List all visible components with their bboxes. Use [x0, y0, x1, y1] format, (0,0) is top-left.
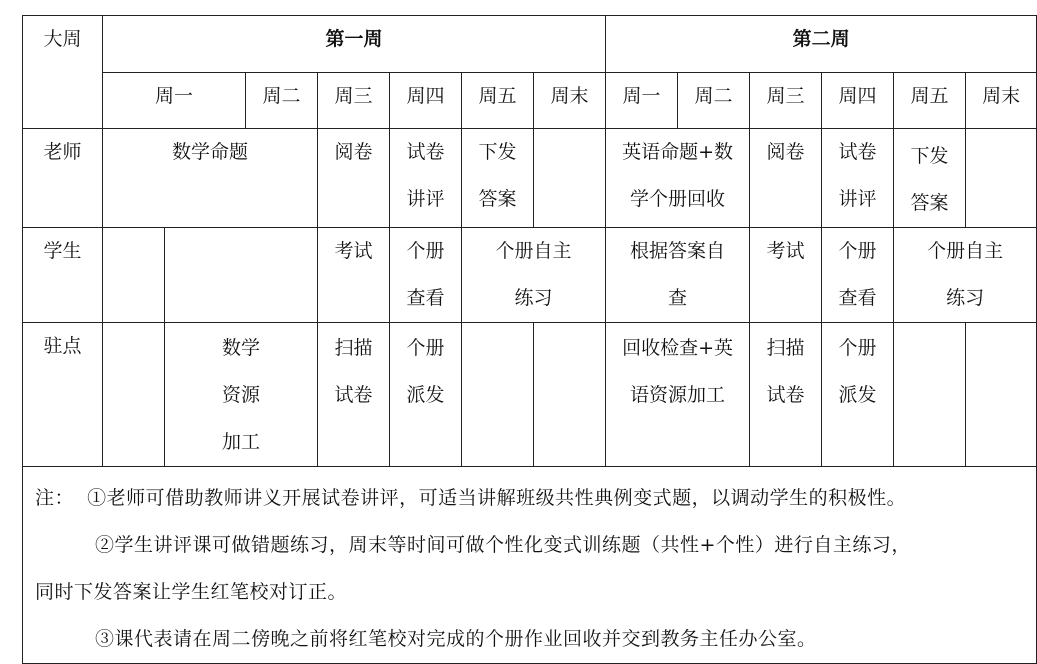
student-w1-tue — [165, 228, 318, 323]
cell-line: 试卷 — [406, 141, 445, 163]
cell-line: 讲评 — [838, 188, 877, 210]
student-w2-wed: 考试 — [750, 228, 822, 323]
day-w2-wk: 周末 — [966, 73, 1037, 129]
corner-cell: 大周 — [23, 16, 103, 129]
day-w1-wed: 周三 — [318, 73, 390, 129]
cell-line: 练习 — [514, 287, 553, 309]
teacher-w2-wk — [966, 129, 1037, 228]
station-w1-thu — [390, 323, 462, 467]
student-w2-mon-tue — [606, 228, 750, 323]
note-3: ③课代表请在周二傍晚之前将红笔校对完成的个册作业回收并交到教务主任办公室。 — [95, 628, 817, 650]
teacher-w2-mon-tue — [606, 129, 750, 228]
day-w1-tue: 周二 — [246, 73, 318, 129]
cell-line: 答案 — [478, 188, 517, 210]
teacher-w2-fri — [894, 129, 966, 228]
cell-line: 派发 — [838, 384, 877, 406]
station-w2-wed — [750, 323, 822, 467]
cell-line: 扫描 — [334, 337, 373, 359]
day-w2-fri: 周五 — [894, 73, 966, 129]
cell-line: 个册自主 — [927, 240, 1004, 262]
row-label-student: 学生 — [23, 228, 103, 323]
student-w2-thu — [822, 228, 894, 323]
station-w2-thu — [822, 323, 894, 467]
note-1-text: ①老师可借助教师讲义开展试卷讲评，可适当讲解班级共性典例变式题，以调动学生的积极性。 — [87, 487, 907, 509]
day-w2-wed: 周三 — [750, 73, 822, 129]
teacher-w1-mon-tue: 数学命题 — [103, 129, 318, 228]
week2-header: 第二周 — [606, 16, 1037, 73]
student-w1-thu — [390, 228, 462, 323]
schedule-table — [22, 15, 1037, 664]
cell-line: 加工 — [221, 431, 260, 453]
day-w1-thu: 周四 — [390, 73, 462, 129]
cell-line: 英语命题+数 — [622, 141, 733, 163]
row-label-teacher: 老师 — [23, 129, 103, 228]
station-w1-wk — [534, 323, 606, 467]
station-w2-wk — [966, 323, 1037, 467]
teacher-w1-wed: 阅卷 — [318, 129, 390, 228]
station-w1-fri — [462, 323, 534, 467]
cell-line: 答案 — [910, 192, 949, 214]
cell-line: 个册 — [406, 240, 445, 262]
cell-line: 个册 — [406, 337, 445, 359]
student-w1-wed: 考试 — [318, 228, 390, 323]
cell-line: 学个册回收 — [630, 188, 726, 210]
row-label-station: 驻点 — [23, 323, 103, 467]
day-w2-mon: 周一 — [606, 73, 678, 129]
cell-line: 下发 — [910, 145, 949, 167]
cell-line: 语资源加工 — [630, 384, 726, 406]
cell-line: 试卷 — [334, 384, 373, 406]
note-prefix: 注： — [35, 487, 75, 509]
station-w2-fri — [894, 323, 966, 467]
cell-line: 派发 — [406, 384, 445, 406]
cell-line: 个册 — [838, 240, 877, 262]
student-w1-mon — [103, 228, 165, 323]
day-w2-tue: 周二 — [678, 73, 750, 129]
teacher-w1-wk — [534, 129, 606, 228]
note-2b: 同时下发答案让学生红笔校对订正。 — [35, 581, 348, 603]
teacher-w2-thu — [822, 129, 894, 228]
cell-line: 下发 — [478, 141, 517, 163]
day-w2-thu: 周四 — [822, 73, 894, 129]
teacher-w1-fri — [462, 129, 534, 228]
station-w1-tue — [165, 323, 318, 467]
note-1 — [35, 475, 1026, 522]
day-w1-fri: 周五 — [462, 73, 534, 129]
notes-cell — [23, 467, 1037, 664]
station-w1-mon — [103, 323, 165, 467]
teacher-w2-wed: 阅卷 — [750, 129, 822, 228]
cell-line: 根据答案自 — [630, 240, 726, 262]
cell-line: 数学 — [221, 337, 260, 359]
station-w2-mon-tue — [606, 323, 750, 467]
cell-line: 资源 — [221, 384, 260, 406]
cell-line: 个册自主 — [495, 240, 572, 262]
cell-line: 练习 — [946, 287, 985, 309]
cell-line: 扫描 — [766, 337, 805, 359]
student-w2-fri-wk — [894, 228, 1037, 323]
cell-line: 讲评 — [406, 188, 445, 210]
student-w1-fri-wk — [462, 228, 606, 323]
cell-line: 试卷 — [838, 141, 877, 163]
week1-header: 第一周 — [103, 16, 606, 73]
note-2a: ②学生讲评课可做错题练习，周末等时间可做个性化变式训练题（共性+个性）进行自主练习， — [95, 534, 911, 556]
cell-line: 个册 — [838, 337, 877, 359]
cell-line: 回收检查+英 — [622, 337, 733, 359]
day-w1-mon: 周一 — [103, 73, 246, 129]
cell-line: 查看 — [406, 287, 445, 309]
cell-line: 查 — [668, 287, 688, 309]
cell-line: 查看 — [838, 287, 877, 309]
teacher-w1-thu — [390, 129, 462, 228]
day-w1-wk: 周末 — [534, 73, 606, 129]
cell-line: 试卷 — [766, 384, 805, 406]
station-w1-wed — [318, 323, 390, 467]
